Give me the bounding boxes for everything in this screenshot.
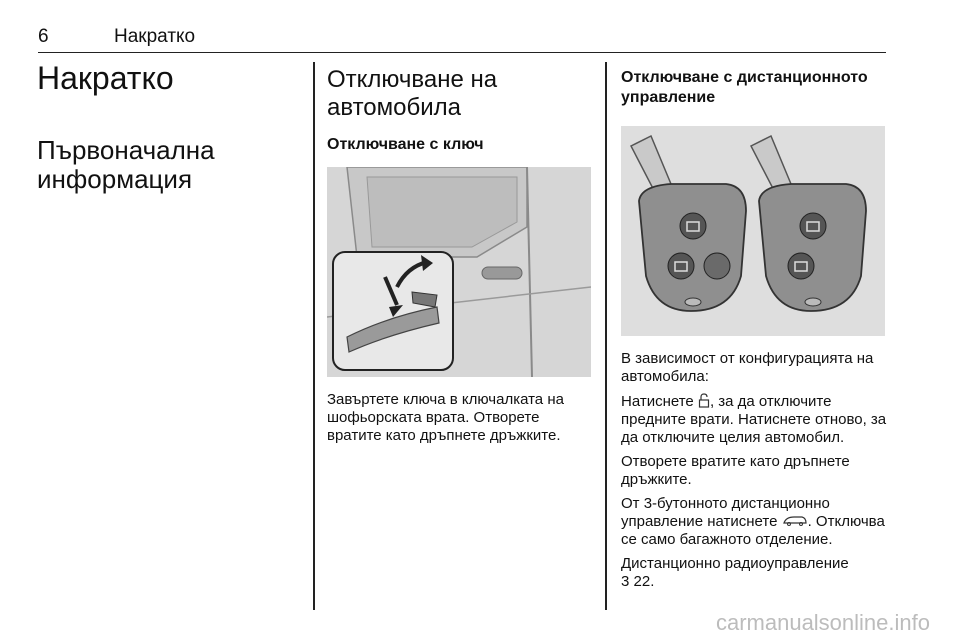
section-title: Първоначална информация — [37, 135, 215, 194]
subsection-title: Отключване на автомобила — [327, 66, 498, 121]
body-text — [621, 392, 889, 447]
body-text: В зависимост от конфигурацията на автомобила: — [621, 350, 874, 385]
topic-heading: Отключване с дистанционното управление — [621, 69, 868, 106]
running-title: Накратко — [114, 26, 196, 47]
body-text-fragment: Дистанционно радиоуправление — [621, 555, 849, 572]
page-number: 6 — [38, 26, 49, 47]
page-header — [38, 22, 886, 53]
body-text — [621, 555, 889, 591]
remote-keys-illustration — [621, 126, 885, 336]
body-text: Завъртете ключа в ключалката на шофьорската врата. Отворете вратите като дръпнете дръжките. — [327, 391, 564, 444]
door-handle-illustration — [327, 167, 591, 377]
column-2 — [327, 60, 597, 445]
body-text-fragment: , за да отключите предните врати. Натиснете отново, за да отключите целия автомобил. — [621, 393, 887, 446]
remote-keys-image — [621, 126, 885, 336]
column-1 — [37, 60, 305, 194]
body-text: Отворете вратите като дръпнете дръжките. — [621, 453, 850, 488]
tailgate-icon — [782, 513, 808, 530]
column-divider — [605, 62, 607, 610]
chapter-title: Накратко — [37, 60, 174, 96]
page-reference-link[interactable]: 22. — [633, 573, 655, 590]
door-handle-image — [327, 167, 591, 377]
unlock-icon — [698, 393, 710, 409]
body-text-fragment: Натиснете — [621, 393, 698, 410]
body-text-fragment: . Отключва се само багажното отделение. — [621, 513, 885, 548]
column-divider — [313, 62, 315, 610]
page-reference-icon: 3 — [621, 573, 630, 590]
body-text-fragment: От 3-бутонното дистанционно управление натиснете — [621, 495, 830, 530]
watermark: carmanualsonline.info — [715, 610, 930, 635]
topic-heading: Отключване с ключ — [327, 136, 484, 153]
body-text — [621, 495, 889, 549]
column-3 — [621, 60, 889, 597]
